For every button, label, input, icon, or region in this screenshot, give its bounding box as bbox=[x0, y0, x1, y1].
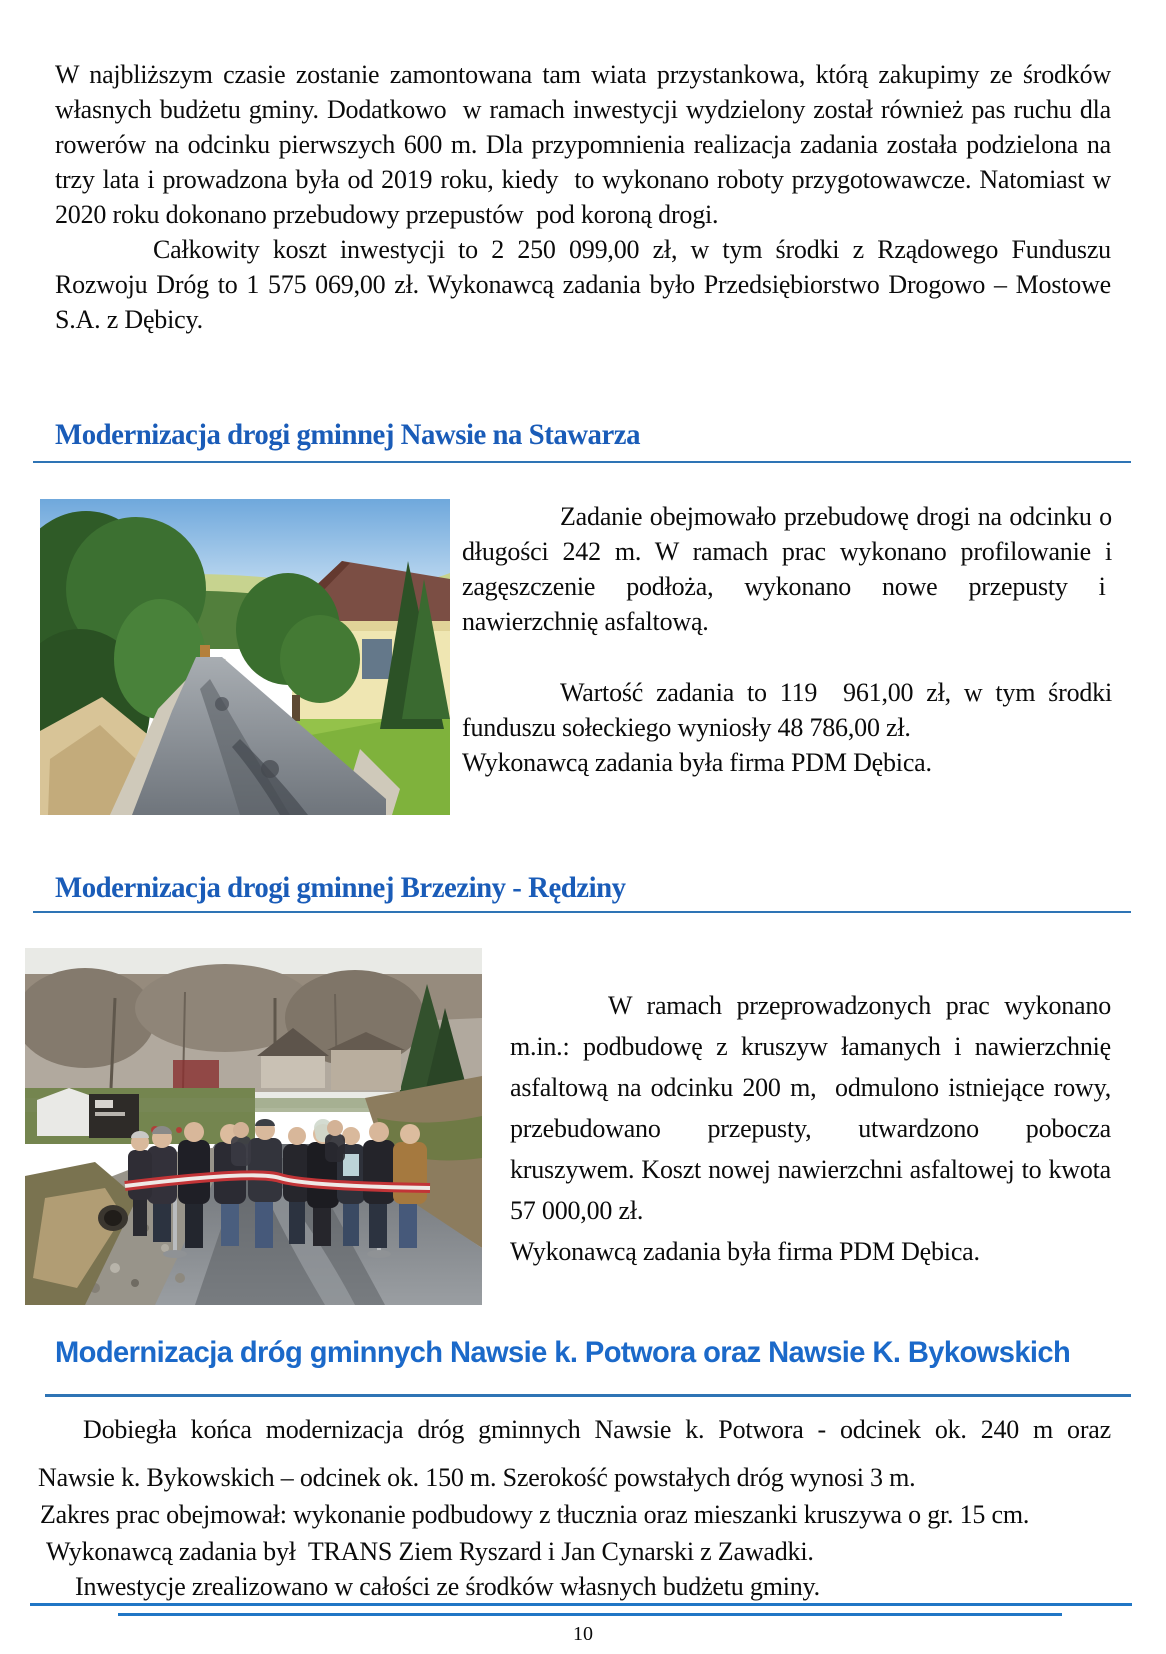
section1-paragraph-2: Wartość zadania to 119 961,00 zł, w tym środki funduszu sołeckiego wyniosły 48 786,00 zł. bbox=[462, 678, 1112, 742]
intro-paragraph-2: Całkowity koszt inwestycji to 2 250 099,00 zł, w tym środki z Rządowego Funduszu Rozwoju Dróg to 1 575 069,00 zł. Wykonawcą zadania było Przedsiębiorstwo Drogowo – Mostowe S.A. z Dębicy. bbox=[55, 235, 1111, 334]
section3-paragraph-5: Inwestycje zrealizowano w całości ze środków własnych budżetu gminy. bbox=[75, 1572, 820, 1601]
footer-rule-bottom bbox=[118, 1613, 1062, 1616]
ribbon-cutting-photo bbox=[25, 948, 482, 1305]
section1-paragraph-3: Wykonawcą zadania była firma PDM Dębica. bbox=[462, 748, 932, 777]
section2-text bbox=[510, 985, 1111, 1272]
intro-block bbox=[55, 57, 1111, 337]
page-number: 10 bbox=[573, 1623, 593, 1645]
section2-paragraph-1: W ramach przeprowadzonych prac wykonano m.in.: podbudowę z kruszyw łamanych i nawierzchnię asfaltową na odcinku 200 m, odmulono istniejące rowy, przebudowano przepusty, utwardzono pobocza kruszywem. Koszt nowej nawierzchni asfaltowej to kwota 57 000,00 zł. bbox=[510, 991, 1111, 1225]
section1-heading: Modernizacja drogi gminnej Nawsie na Stawarza bbox=[55, 418, 640, 451]
section3-paragraph-2: Nawsie k. Bykowskich – odcinek ok. 150 m. Szerokość powstałych dróg wynosi 3 m. bbox=[38, 1463, 916, 1492]
section2-heading-rule bbox=[33, 911, 1131, 913]
section3-paragraph-4: Wykonawcą zadania był TRANS Ziem Ryszard i Jan Cynarski z Zawadki. bbox=[46, 1537, 814, 1566]
section3-heading: Modernizacja dróg gminnych Nawsie k. Potwora oraz Nawsie K. Bykowskich bbox=[55, 1336, 1071, 1369]
section1-heading-rule bbox=[33, 461, 1131, 463]
section2-heading: Modernizacja drogi gminnej Brzeziny - Rędziny bbox=[55, 871, 626, 904]
section3-paragraph-3: Zakres prac obejmował: wykonanie podbudowy z tłucznia oraz mieszanki kruszywa o gr. 15 cm. bbox=[40, 1500, 1030, 1529]
section1-text bbox=[462, 499, 1112, 780]
section1-paragraph-1: Zadanie obejmowało przebudowę drogi na odcinku o długości 242 m. W ramach prac wykonano profilowanie i zagęszczenie podłoża, wykonano nowe przepusty i nawierzchnię asfaltową. bbox=[462, 502, 1112, 636]
footer-rule-top bbox=[30, 1603, 1132, 1606]
road-through-village-photo bbox=[40, 499, 450, 815]
section2-paragraph-2: Wykonawcą zadania była firma PDM Dębica. bbox=[510, 1237, 980, 1266]
intro-paragraph-1: W najbliższym czasie zostanie zamontowana tam wiata przystankowa, którą zakupimy ze środków własnych budżetu gminy. Dodatkowo w ramach inwestycji wydzielony został również pas ruchu dla rowerów na odcinku pierwszych 600 m. Dla przypomnienia realizacja zadania została podzielona na trzy lata i prowadzona była od 2019 roku, kiedy to wykonano roboty przygotowawcze. Natomiast w 2020 roku dokonano przebudowy przepustów pod koroną drogi. bbox=[55, 60, 1111, 229]
section3-heading-rule bbox=[45, 1394, 1131, 1397]
section3-paragraph-1: Dobiegła końca modernizacja dróg gminnych Nawsie k. Potwora - odcinek ok. 240 m oraz bbox=[83, 1415, 1111, 1444]
